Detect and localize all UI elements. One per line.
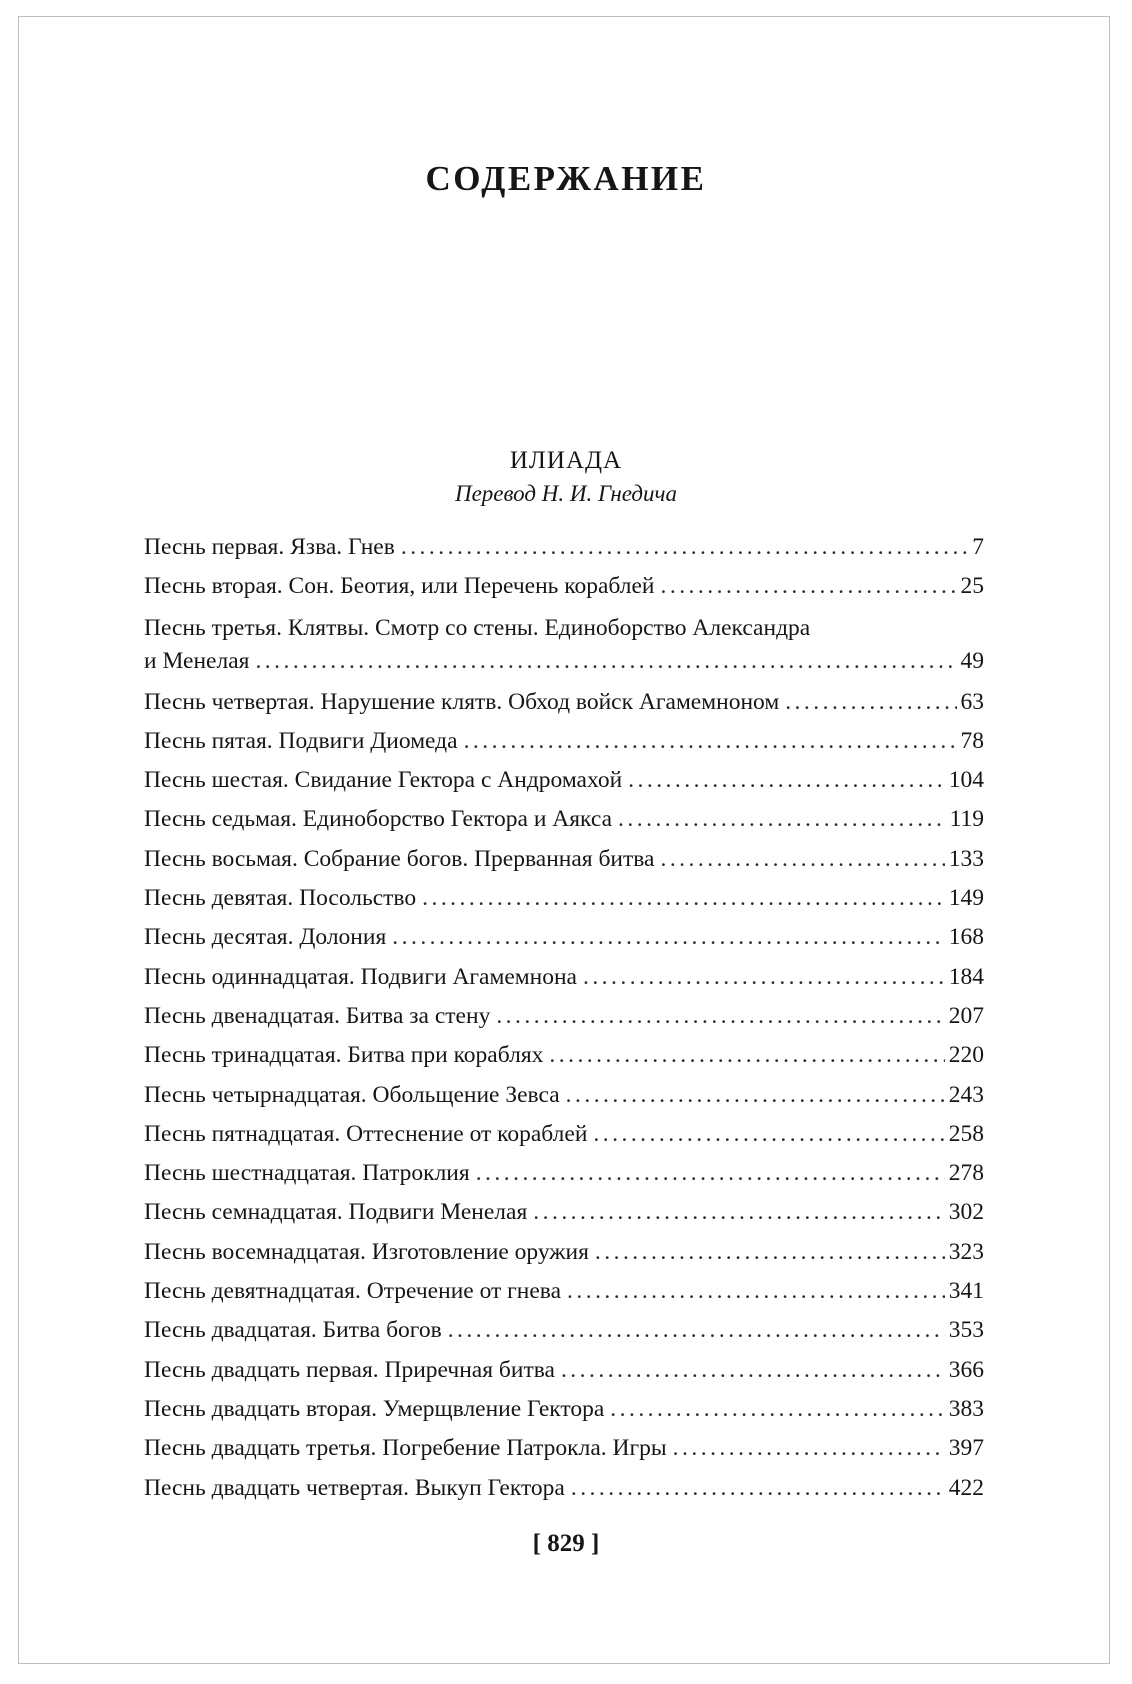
toc-entry-page: 383 — [948, 1395, 984, 1422]
toc-entry-page: 323 — [948, 1238, 984, 1265]
toc-entry-page: 243 — [948, 1081, 984, 1108]
dot-leader — [561, 1351, 945, 1390]
dot-leader — [628, 761, 945, 800]
toc-entry-page: 168 — [948, 924, 984, 951]
dot-leader — [401, 528, 968, 567]
toc-entry-title: Песнь тринадцатая. Битва при кораблях — [144, 1042, 544, 1069]
toc-entry-page: 184 — [948, 963, 984, 990]
toc-entry-13[interactable] — [144, 1036, 984, 1075]
toc-entry-18[interactable] — [144, 1233, 984, 1272]
page-number: [ 829 ] — [532, 1530, 600, 1557]
dot-leader — [660, 840, 944, 879]
toc-entry-title: Песнь девятнадцатая. Отречение от гнева — [144, 1278, 562, 1305]
toc-entry-23[interactable] — [144, 1429, 984, 1468]
toc-entry-page: 278 — [948, 1160, 984, 1187]
toc-entry-title: Песнь одиннадцатая. Подвиги Агамемнона — [144, 963, 577, 990]
toc-entry-7[interactable] — [144, 800, 984, 839]
toc-entry-21[interactable] — [144, 1351, 984, 1390]
dot-leader — [673, 1429, 945, 1468]
toc-entry-page: 353 — [948, 1317, 984, 1344]
dot-leader — [533, 1193, 944, 1232]
dot-leader — [549, 1036, 944, 1075]
toc-entry-title: Песнь пятая. Подвиги Диомеда — [144, 727, 458, 754]
toc-entry-page: 207 — [948, 1002, 984, 1029]
dot-leader — [392, 918, 944, 957]
dot-leader — [595, 1233, 945, 1272]
toc-entry-page: 78 — [960, 727, 984, 754]
dot-leader — [464, 722, 957, 761]
dot-leader — [571, 1469, 945, 1508]
dot-leader — [422, 879, 945, 918]
toc-entry-page: 149 — [948, 885, 984, 912]
toc-entry-title: Песнь двенадцатая. Битва за стену — [144, 1002, 491, 1029]
toc-entry-title: Песнь девятая. Посольство — [144, 885, 417, 912]
toc-entry-2[interactable] — [144, 567, 984, 606]
toc-entry-page: 366 — [948, 1356, 984, 1383]
dot-leader — [448, 1311, 945, 1350]
toc-entry-title: Песнь шестая. Свидание Гектора с Андромахой — [144, 767, 623, 794]
toc-entry-page: 7 — [972, 534, 984, 560]
toc-entry-9[interactable] — [144, 879, 984, 918]
dot-leader — [785, 683, 956, 722]
toc-entry-page: 104 — [948, 767, 984, 794]
dot-leader — [610, 1390, 944, 1429]
toc-entry-title-line1: Песнь третья. Клятвы. Смотр со стены. Единоборство Александра — [144, 614, 811, 641]
toc-entry-title: Песнь четвертая. Нарушение клятв. Обход войск Агамемноном — [144, 688, 780, 715]
dot-leader — [255, 639, 956, 683]
toc-entry-8[interactable] — [144, 840, 984, 879]
toc-entry-15[interactable] — [144, 1115, 984, 1154]
section-title: ИЛИАДА — [509, 447, 623, 474]
toc-entry-page: 422 — [948, 1474, 984, 1501]
toc-entry-title: Песнь двадцатая. Битва богов — [144, 1317, 442, 1344]
dot-leader — [567, 1272, 945, 1311]
dot-leader — [566, 1076, 945, 1115]
toc-entry-11[interactable] — [144, 958, 984, 997]
section-subtitle: Перевод Н. И. Гнедича — [454, 481, 678, 506]
toc-entry-title: Песнь семнадцатая. Подвиги Менелая — [144, 1199, 528, 1226]
toc-entry-page: 341 — [948, 1278, 984, 1305]
toc-entry-title: Песнь двадцать вторая. Умерщвление Гектора — [144, 1395, 605, 1422]
toc-entry-5[interactable] — [144, 722, 984, 761]
toc-entry-title: Песнь седьмая. Единоборство Гектора и Аякса — [144, 806, 613, 833]
toc-entry-3[interactable] — [144, 607, 984, 683]
toc-entry-title: Песнь десятая. Долония — [144, 924, 387, 951]
dot-leader — [476, 1154, 945, 1193]
dot-leader — [661, 567, 957, 606]
table-of-contents — [144, 528, 984, 1508]
toc-entry-title: Песнь четырнадцатая. Обольщение Зевса — [144, 1081, 560, 1108]
toc-entry-title: Песнь шестнадцатая. Патроклия — [144, 1160, 470, 1187]
toc-entry-title: Песнь первая. Язва. Гнев — [144, 534, 395, 560]
toc-entry-22[interactable] — [144, 1390, 984, 1429]
toc-entry-17[interactable] — [144, 1193, 984, 1232]
toc-entry-19[interactable] — [144, 1272, 984, 1311]
toc-entry-6[interactable] — [144, 761, 984, 800]
toc-entry-page: 397 — [948, 1435, 984, 1462]
dot-leader — [583, 958, 945, 997]
toc-entry-title: и Менелая — [144, 647, 250, 674]
dot-leader — [593, 1115, 944, 1154]
toc-entry-10[interactable] — [144, 918, 984, 957]
toc-entry-24[interactable] — [144, 1469, 984, 1508]
toc-entry-page: 258 — [948, 1120, 984, 1147]
toc-entry-20[interactable] — [144, 1311, 984, 1350]
toc-entry-page: 133 — [948, 845, 984, 872]
toc-entry-title: Песнь двадцать четвертая. Выкуп Гектора — [144, 1474, 565, 1501]
toc-entry-14[interactable] — [144, 1076, 984, 1115]
toc-entry-12[interactable] — [144, 997, 984, 1036]
toc-entry-title: Песнь двадцать третья. Погребение Патрокла. Игры — [144, 1435, 667, 1462]
toc-entry-title: Песнь пятнадцатая. Оттеснение от кораблей — [144, 1120, 588, 1147]
toc-entry-page: 63 — [960, 688, 984, 715]
toc-entry-page: 25 — [960, 573, 984, 600]
toc-entry-page: 49 — [960, 647, 984, 674]
toc-entry-title: Песнь двадцать первая. Приречная битва — [144, 1356, 555, 1383]
toc-entry-title: Песнь восьмая. Собрание богов. Прерванная битва — [144, 845, 655, 872]
toc-entry-title: Песнь восемнадцатая. Изготовление оружия — [144, 1238, 589, 1265]
page-heading: СОДЕРЖАНИЕ — [425, 159, 707, 198]
toc-entry-page: 119 — [949, 806, 984, 833]
toc-entry-4[interactable] — [144, 683, 984, 722]
dot-leader — [618, 800, 946, 839]
toc-entry-title: Песнь вторая. Сон. Беотия, или Перечень кораблей — [144, 573, 655, 600]
toc-entry-page: 302 — [948, 1199, 984, 1226]
dot-leader — [496, 997, 944, 1036]
toc-entry-page: 220 — [948, 1042, 984, 1069]
toc-entry-16[interactable] — [144, 1154, 984, 1193]
toc-entry-1[interactable] — [144, 528, 984, 567]
